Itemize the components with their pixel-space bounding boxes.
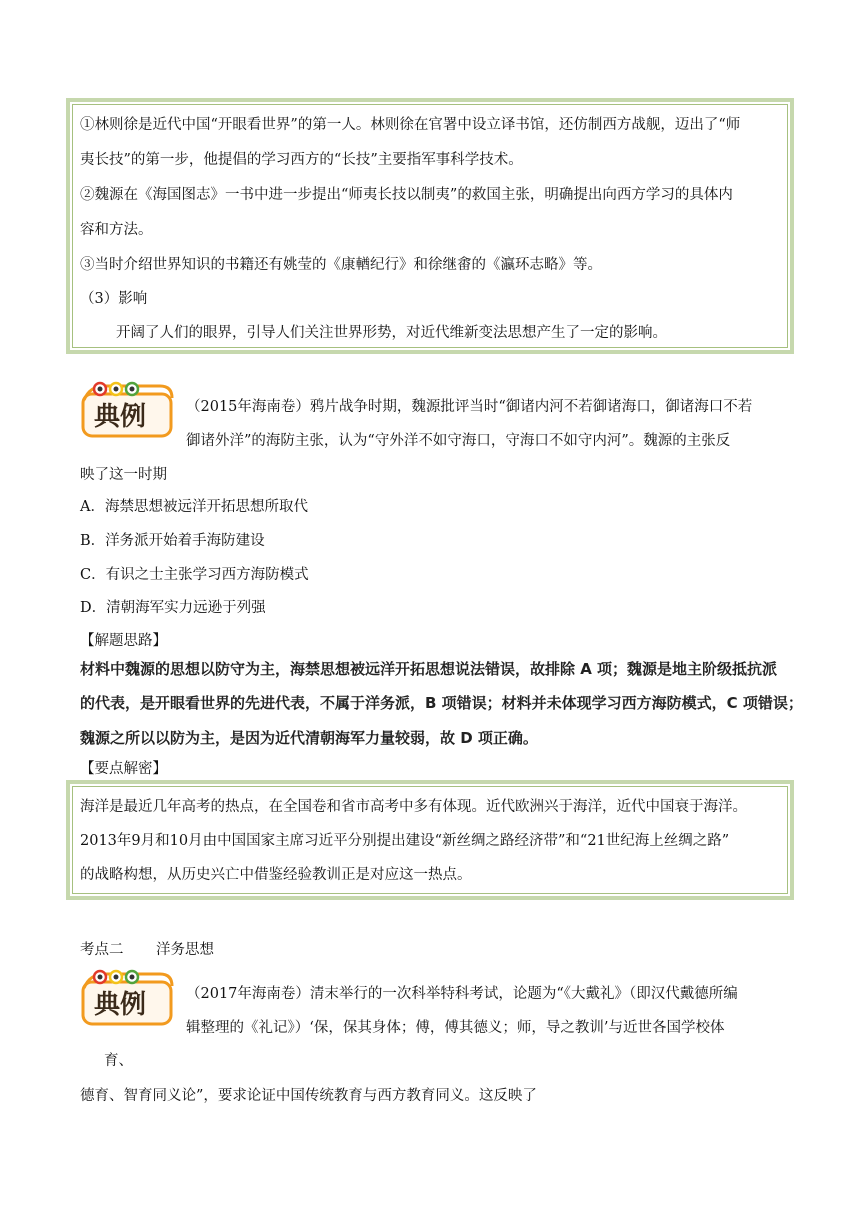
- q1-option-d: D．清朝海军实力远逊于列强: [80, 600, 266, 616]
- box1-line-6: （3）影响: [80, 291, 148, 307]
- example-badge-icon: [80, 380, 178, 438]
- badge-label: 典例: [94, 402, 147, 432]
- analysis-line-2: 的代表，是开眼看世界的先进代表，不属于洋务派，B 项错误；材料并未体现学习西方海防模式，C 项错误；: [80, 694, 803, 712]
- q2-line-1: （2017年海南卷）清末举行的一次科举特科考试，论题为“《大戴礼》（即汉代戴德所编: [186, 986, 738, 1002]
- keypoint-heading: 【要点解密】: [80, 761, 167, 777]
- box2-line-1: 海洋是最近几年高考的热点，在全国卷和省市高考中多有体现。近代欧洲兴于海洋，近代中国衰于海洋。: [80, 799, 747, 815]
- example-badge-icon: [80, 968, 178, 1026]
- q2-line-4: 德育、智育同义论”，要求论证中国传统教育与西方教育同义。这反映了: [80, 1088, 537, 1104]
- q2-line-3: 育、: [104, 1053, 133, 1069]
- q1-line-3: 映了这一时期: [80, 467, 167, 483]
- box1-line-4: 容和方法。: [80, 222, 153, 238]
- box2-line-3: 的战略构想，从历史兴亡中借鉴经验教训正是对应这一热点。: [80, 867, 472, 883]
- q1-line-1: （2015年海南卷）鸦片战争时期，魏源批评当时“御诸内河不若御诸海口，御诸海口不若: [186, 399, 753, 415]
- box1-line-7: 开阔了人们的眼界，引导人们关注世界形势，对近代维新变法思想产生了一定的影响。: [116, 325, 667, 341]
- box2-line-2: 2013年9月和10月由中国国家主席习近平分别提出建设“新丝绸之路经济带”和“21世纪海上丝绸之路”: [80, 833, 730, 849]
- q2-line-2: 辑整理的《礼记》）‘保，保其身体；傅，傅其德义；师，导之教训’与近世各国学校体: [186, 1020, 725, 1036]
- box1-line-2: 夷长技”的第一步，他提倡的学习西方的“长技”主要指军事科学技术。: [80, 152, 523, 168]
- q1-option-b: B．洋务派开始着手海防建设: [80, 533, 265, 549]
- section2-title: 洋务思想: [156, 942, 214, 958]
- box1-line-5: ③当时介绍世界知识的书籍还有姚莹的《康輶纪行》和徐继畬的《瀛环志略》等。: [80, 257, 602, 273]
- box1-line-1: ①林则徐是近代中国“开眼看世界”的第一人。林则徐在官署中设立译书馆，还仿制西方战舰，迈出了“师: [80, 117, 741, 133]
- badge-label: 典例: [94, 990, 147, 1020]
- analysis-line-3: 魏源之所以以防为主，是因为近代清朝海军力量较弱，故 D 项正确。: [80, 729, 538, 747]
- analysis-line-1: 材料中魏源的思想以防守为主，海禁思想被远洋开拓思想说法错误，故排除 A 项；魏源是地主阶级抵抗派: [80, 660, 778, 678]
- knowledge-box: [66, 98, 794, 354]
- q1-option-a: A．海禁思想被远洋开拓思想所取代: [80, 499, 308, 515]
- box1-line-3: ②魏源在《海国图志》一书中进一步提出“师夷长技以制夷”的救国主张，明确提出向西方学习的具体内: [80, 187, 733, 203]
- q1-line-2: 御诸外洋”的海防主张，认为“守外洋不如守海口，守海口不如守内河”。魏源的主张反: [186, 433, 731, 449]
- q1-option-c: C．有识之士主张学习西方海防模式: [80, 567, 309, 583]
- section2-label: 考点二: [80, 942, 124, 958]
- analysis-heading: 【解题思路】: [80, 633, 167, 649]
